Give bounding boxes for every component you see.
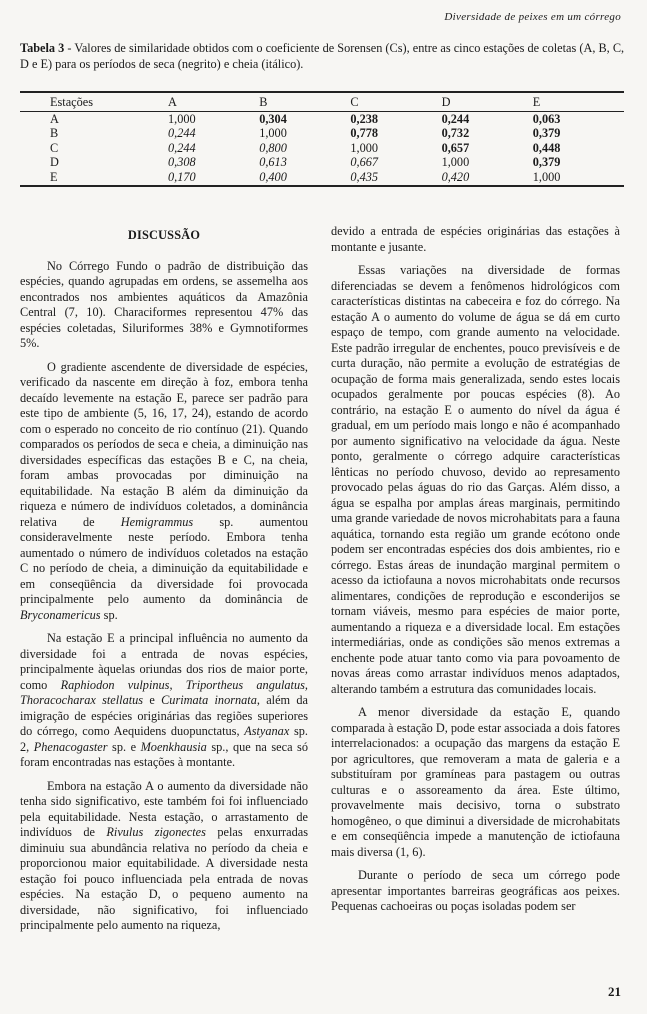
station-label: B xyxy=(50,126,59,141)
table-row xyxy=(20,155,624,170)
text-run: sp. aumentou consideravelmente neste período. Embora tenha aumentado o número de indivíduos coletados na estação C no período de cheia, a diminuição da equitabilidade e em conseqüência da diversidade foi provocada principalmente pelo aumento da dominância de xyxy=(20,514,308,606)
species-name: Phenacogaster xyxy=(33,739,108,754)
table-body xyxy=(20,111,624,185)
similarity-value: 1,000 xyxy=(168,111,196,126)
species-name: Hemigrammus xyxy=(120,514,194,529)
similarity-value: 0,308 xyxy=(168,155,196,170)
species-name: Bryconamericus xyxy=(20,607,101,622)
similarity-value: 0,732 xyxy=(441,126,470,141)
table-column-header: B xyxy=(259,92,350,111)
similarity-value: 0,800 xyxy=(259,140,287,155)
text-run: No Córrego Fundo o padrão de distribuição das espécies, quando agrupadas em ordens, se assemelha aos encontrados nos ambientes aquáticos da Amazônia Central (7, 10). Characiformes representou 47% das espécies coletadas, Siluriformes 38% e Gymnotiformes 5%. xyxy=(20,258,308,350)
table-row xyxy=(20,141,624,156)
body-paragraph xyxy=(20,631,308,771)
similarity-value: 0,304 xyxy=(259,111,287,126)
left-column xyxy=(20,224,308,942)
right-column-paragraphs xyxy=(331,224,620,915)
species-name: Rivulus zigonectes xyxy=(106,825,206,839)
similarity-value: 1,000 xyxy=(441,155,470,170)
station-label: C xyxy=(50,140,59,155)
text-run: O gradiente ascendente de diversidade de espécies, verificado da nascente em direção à foz, embora tenha decaído levemente na estação E, parece ser padrão para este tipo de ambiente (5, 16, 17, 24), estando de acordo com o esperado no conceito de rio contínuo (21). Quando comparados os períodos de seca e cheia, a diminuição nas diversidades específicas das estações B e C, na cheia, foram ambas provocadas por diminuição na equitabilidade. Na estação B além da diminuição da riqueza e número de indivíduos coletados, a dominância relativa de xyxy=(20,359,308,529)
body-paragraph xyxy=(20,259,308,352)
similarity-value: 0,400 xyxy=(259,170,350,186)
table-column-header: D xyxy=(442,92,533,111)
similarity-value: 1,000 xyxy=(259,126,287,141)
text-run: devido a entrada de espécies originárias das estações à montante e jusante. xyxy=(331,224,620,254)
similarity-value: 1,000 xyxy=(533,170,624,186)
table-column-header: A xyxy=(168,92,259,111)
similarity-value: 0,063 xyxy=(532,111,561,126)
table-column-header: C xyxy=(350,92,441,111)
text-run: sp. e xyxy=(107,739,141,754)
text-run: e xyxy=(143,693,162,707)
table-caption-label: Tabela 3 xyxy=(20,41,65,55)
table-header-row xyxy=(20,92,624,111)
page-number: 21 xyxy=(608,984,621,999)
station-label: E xyxy=(20,170,168,186)
right-column xyxy=(331,224,620,923)
similarity-value: 0,238 xyxy=(350,111,379,126)
similarity-value: 0,244 xyxy=(168,140,196,155)
similarity-value: 0,778 xyxy=(350,126,379,141)
text-run: A menor diversidade da estação E, quando comparada à estação D, pode estar associada a dois fatores interrelacionados: a ocupação das margens da estação E por agricultores, que removeram a mata de galeria e a substituíram por gramíneas para pastagem ou outras culturas e o assoreamento da área. Este último, provavelmente mais decisivo, torna o substrato homogêneo, o que diminui a diversidade de microhabitats e em conseqüência impede a manutenção de ictiofauna mais diversa (1, 6). xyxy=(331,705,620,859)
text-run: , além da imigração de espécies originárias das regiões superiores do córrego, como Aequidens duopunctatus, xyxy=(20,693,308,738)
similarity-value: 0,170 xyxy=(168,170,259,186)
table-column-header: E xyxy=(533,92,624,111)
text-run: sp. 2, xyxy=(20,724,308,754)
species-name: Curimata inornata xyxy=(161,693,257,707)
table-column-header: Estações xyxy=(20,92,168,111)
body-paragraph xyxy=(20,360,308,624)
text-run: Durante o período de seca um córrego pode apresentar importantes barreiras geográficas aos peixes. Pequenas cachoeiras ou poças isoladas podem ser xyxy=(331,868,620,913)
body-paragraph xyxy=(331,705,620,860)
similarity-value: 0,613 xyxy=(259,155,287,170)
table-row xyxy=(20,111,624,126)
table-row xyxy=(20,126,624,141)
similarity-value: 0,244 xyxy=(168,126,196,141)
similarity-value: 0,379 xyxy=(532,155,561,170)
left-column-paragraphs xyxy=(20,259,308,934)
section-heading: DISCUSSÃO xyxy=(127,228,201,242)
similarity-value: 0,448 xyxy=(532,140,561,155)
table-caption xyxy=(20,41,632,72)
table-caption-text: - Valores de similaridade obtidos com o coeficiente de Sorensen (Cs), entre as cinco estações de coletas (A, B, C, D e E) para os períodos de seca (negrito) e cheia (itálico). xyxy=(20,41,625,71)
text-run: pelas enxurradas diminuiu sua abundância relativa no período da cheia e proporcionou maior equitabilidade. A diversidade nesta estação foi pouco influenciada pela entrada de novas espécies. Na estação D, o pequeno aumento na diversidade, não significativo, foi influenciado principalmente pelo aumento na riqueza, xyxy=(20,825,309,932)
similarity-value: 1,000 xyxy=(350,140,379,155)
body-paragraph xyxy=(331,224,620,255)
similarity-value: 0,435 xyxy=(350,170,441,186)
body-paragraph xyxy=(331,263,620,697)
running-header: Diversidade de peixes em um córrego xyxy=(444,11,621,23)
body-paragraph xyxy=(331,868,620,915)
table-row xyxy=(20,170,624,186)
similarity-value: 0,667 xyxy=(350,155,379,170)
species-name: Astyanax xyxy=(244,724,290,738)
similarity-table xyxy=(20,91,624,187)
similarity-value: 0,657 xyxy=(441,140,470,155)
species-name: Moenkhausia xyxy=(140,739,207,754)
text-run: sp. xyxy=(100,607,118,622)
station-label: D xyxy=(50,155,59,170)
similarity-value: 0,420 xyxy=(442,170,533,186)
station-label: A xyxy=(50,111,59,126)
text-run: Embora na estação A o aumento da diversidade não tenha sido significativo, este também foi foi influenciado pela equitabilidade. Nesta estação, o arrastamento de indivíduos de xyxy=(20,778,308,839)
similarity-value: 0,244 xyxy=(441,111,470,126)
text-run: Na estação E a principal influência no aumento da diversidade foi a entrada de novas espécies, principalmente àquelas oriundas dos rios de maior porte, como xyxy=(20,631,308,692)
body-paragraph xyxy=(20,779,308,934)
text-run: Essas variações na diversidade de formas diferenciadas se devem a fenômenos hidrológicos com características distintas na cabeceira e foz do córrego. Na estação A o aumento do volume de água se dá em curto espaço de tempo, com grande aumento na velocidade. Este padrão irregular de enchentes, pouco previsíveis e de curta duração, não permite a evolução de estratégias de ocupação de forma mais generalizada, sendo estes locais ocupados geralmente por poucas espécies (8). Ao contrário, na estação E o aumento do nível da água é gradual, em um período mais longo e não é acompanhado por aumento significativo na velocidade da água. Neste ponto, geralmente o córrego adquire características lênticas no período chuvoso, devido ao represamento provocado pelas águas do rio das Garças. Além disso, a água se espalha por amplas áreas marginais, permitindo uma grande variedade de novos microhabitats para a fauna aquática, tornando esta região um grande ecótono onde podem ser encontradas espécies dos dois ambientes, rio e córrego. Estas áreas de inundação marginal permitem o acesso da ictiofauna a novos microhabitats onde recursos alimentares, condições de reprodução e esconderijos se tornam viáveis, mesmo para espécies de maior porte, aumentando a riqueza e a diversidade local. Em estações intermediárias, onde as condições são menos extremas a enchente pode atuar tanto como via para povoamento de novas áreas como arrastar indivíduos menos adaptados, alterando também a estrutura das comunidades locais. xyxy=(331,263,620,696)
text-run: sp., que na seca só foram encontradas nas estações à montante. xyxy=(20,739,308,769)
similarity-value: 0,379 xyxy=(532,126,561,141)
species-name: Raphiodon vulpinus, Triportheus angulatus, Thoracocharax stellatus xyxy=(20,677,308,707)
